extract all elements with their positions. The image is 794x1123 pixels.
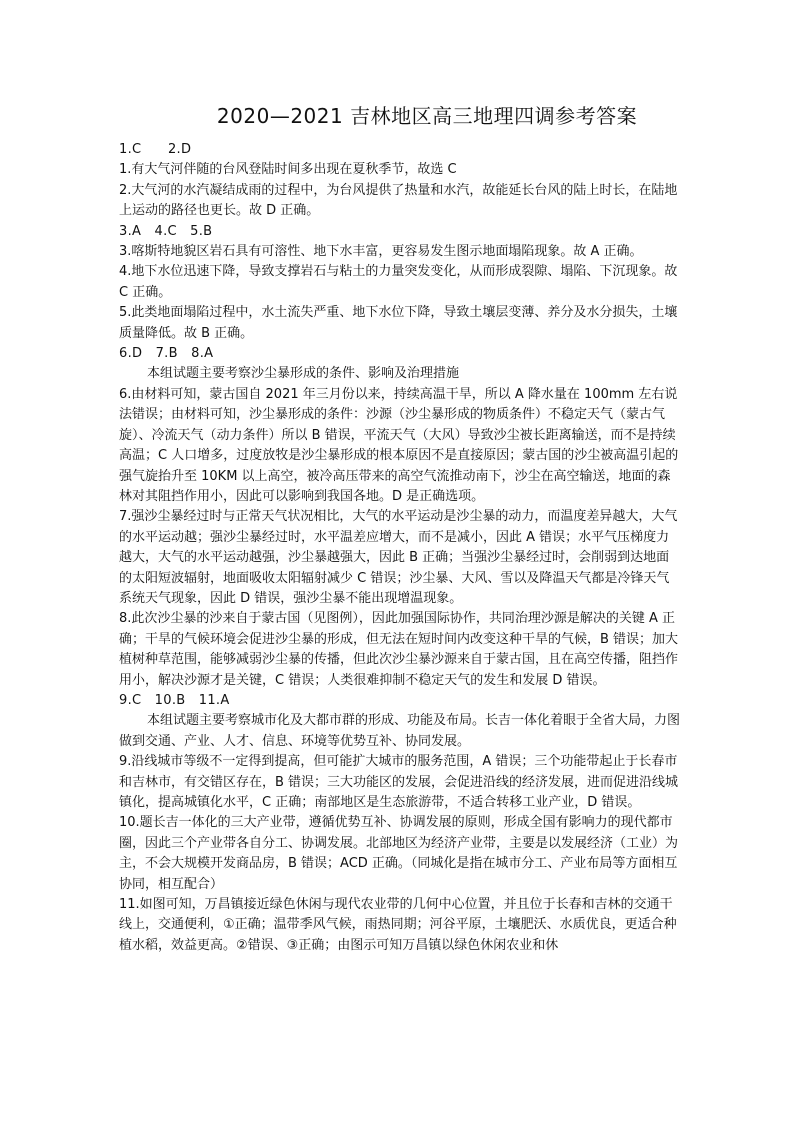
explanation-paragraph: 2.大气河的水汽凝结成雨的过程中，为台风提供了热量和水汽，故能延长台风的陆上时长，在陆地上运动的路径也更长。故 D 正确。 <box>119 182 678 219</box>
explanation-paragraph: 9.沿线城市等级不一定得到提高，但可能扩大城市的服务范围，A 错误；三个功能带起止于长春市和吉林市，有交错区存在，B 错误；三大功能区的发展，会促进沿线的经济发展，进而促进沿线城镇化，提高城镇化水平，C 正确；南部地区是生态旅游带，不适合转移工业产业，D 错误。 <box>119 754 679 810</box>
explanation-paragraph: 11.如图可知，万昌镇接近绿色休闲与现代农业带的几何中心位置，并且位于长春和吉林的交通干线上，交通便利，①正确；温带季风气候，雨热同期；河谷平原，土壤肥沃、水质优良，更适合种植水稻，效益更高。②错误、③正确；由图示可知万昌镇以绿色休闲农业和休 <box>119 897 677 953</box>
explanation-paragraph: 1.有大气河伴随的台风登陆时间多出现在夏秋季节，故选 C <box>119 162 457 178</box>
explanation-paragraph: 5.此类地面塌陷过程中，水土流失严重、地下水位下降，导致土壤层变薄、养分及水分损失，土壤质量降低。故 B 正确。 <box>119 305 678 341</box>
explanation-paragraph: 本组试题主要考察沙尘暴形成的条件、影响及治理措施 <box>147 366 460 382</box>
explanation-paragraph: 3.喀斯特地貌区岩石具有可溶性、地下水丰富，更容易发生图示地面塌陷现象。故 A 正确。 <box>119 244 643 260</box>
document-title: 2020—2021 吉林地区高三地理四调参考答案 <box>216 104 638 128</box>
answer-key-line: 3.A 4.C 5.B <box>119 223 213 239</box>
explanation-paragraph: 8.此次沙尘暴的沙来自于蒙古国（见图例），因此加强国际协作，共同治理沙源是解决的关键 A 正确；干旱的气候环境会促进沙尘暴的形成，但无法在短时间内改变这种干旱的气候，B 错误；加大植树种草范围，能够减弱沙尘暴的传播，但此次沙尘暴沙源来自于蒙古国，且在高空传播，阻挡作用小，解决沙源才是关键，C 错误；人类很难抑制不稳定天气的发生和发展 D 错误。 <box>119 611 679 688</box>
answer-key-line: 9.C 10.B 11.A <box>119 692 230 708</box>
explanation-paragraph: 10.题长吉一体化的三大产业带，遵循优势互补、协调发展的原则，形成全国有影响力的现代都市圈，因此三个产业带各自分工、协调发展。北部地区为经济产业带，主要是以发展经济（工业）为主，不会大规模开发商品房，B 错误；ACD 正确。（同城化是指在城市分工、产业布局等方面相互协同，相互配合） <box>119 815 679 892</box>
document-body <box>119 140 681 956</box>
explanation-paragraph: 6.由材料可知，蒙古国自 2021 年三月份以来，持续高温干旱，所以 A 降水量在 100mm 左右说法错误；由材料可知，沙尘暴形成的条件：沙源（沙尘暴形成的物质条件）不稳定天气（蒙古气旋）、冷流天气（动力条件）所以 B 错误，平流天气（大风）导致沙尘被长距离输送，而不是持续高温；C 人口增多，过度放牧是沙尘暴形成的根本原因不是直接原因；蒙古国的沙尘被高温引起的强气旋抬升至 10KM 以上高空，被冷高压带来的高空气流推动南下，沙尘在高空输送，地面的森林对其阻挡作用小，因此可以影响到我国各地。D 是正确选项。 <box>119 386 679 504</box>
answer-key-line: 1.C 2.D <box>119 142 192 157</box>
explanation-paragraph: 4.地下水位迅速下降，导致支撑岩石与粘土的力量突发变化，从而形成裂隙、塌陷、下沉现象。故 C 正确。 <box>119 264 678 300</box>
explanation-paragraph: 本组试题主要考察城市化及大都市群的形成、功能及布局。长吉一体化着眼于全省大局，力图做到交通、产业、人才、信息、环境等优势互补、协同发展。 <box>119 713 681 749</box>
explanation-paragraph: 7.强沙尘暴经过时与正常天气状况相比，大气的水平运动是沙尘暴的动力，而温度差异越大，大气的水平运动越；强沙尘暴经过时，水平温差应增大，而不是减小，因此 A 错误；水平气压梯度力越大，大气的水平运动越强，沙尘暴越强大，因此 B 正确；当强沙尘暴经过时，会削弱到达地面的太阳短波辐射，地面吸收太阳辐射减少 C 错误；沙尘暴、大风、雪以及降温天气都是冷锋天气系统天气现象，因此 D 错误，强沙尘暴不能出现增温现象。 <box>119 509 678 606</box>
answer-key-line: 6.D 7.B 8.A <box>119 346 214 362</box>
